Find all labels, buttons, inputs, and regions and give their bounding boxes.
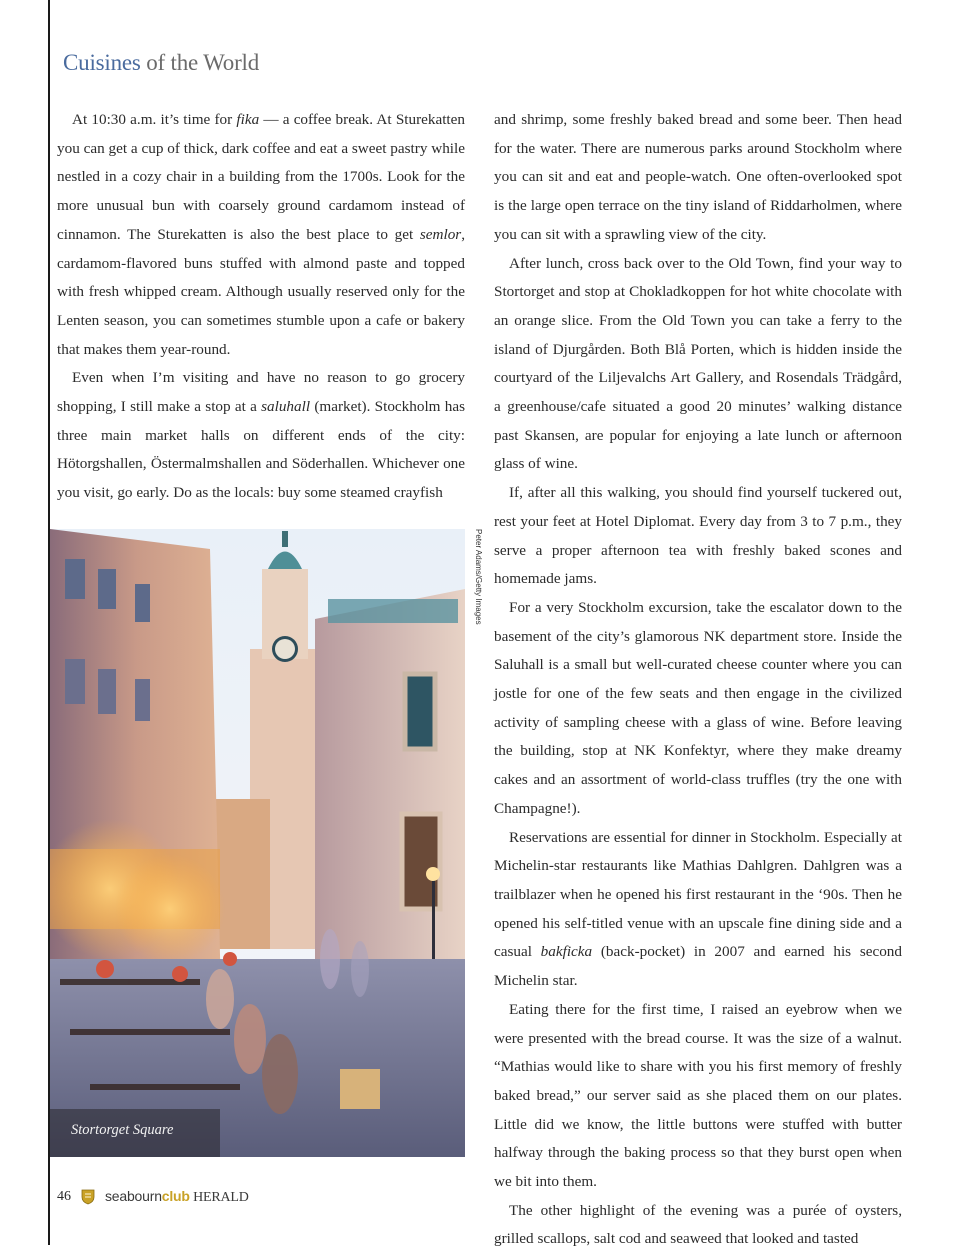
photo-of-square [50, 529, 465, 1157]
photo-credit: Peter Adams/Getty Images [474, 529, 483, 625]
page-number: 46 [57, 1189, 71, 1204]
paragraph-shrimp: and shrimp, some freshly baked bread and some beer. Then head for the water. There are numerous parks around Stockholm where you can sit and eat and people-watch. One often-overlooked spot is the large open terrace on the tiny island of Riddarholmen, where you can sit with a sprawling view of the city. [494, 111, 902, 243]
paragraph-reservations: Reservations are essential for dinner in Stockholm. Especially at Michelin-star restaurants like Mathias Dahlgren. Dahlgren was a trailblazer when he opened his first restaurant in the ‘90s. Then he opened his self-titled venue with an upscale fine dining side and a casual bakficka (back-pocket) in 2007 and earned his second Michelin star. [494, 828, 902, 990]
right-column [494, 106, 902, 1254]
page-footer [57, 1186, 249, 1208]
publication-name: seabournclub HERALD [105, 1188, 249, 1205]
photo-stortorget-square [50, 529, 465, 1157]
paragraph-hotel-diplomat: If, after all this walking, you should find yourself tuckered out, rest your feet at Hotel Diplomat. Every day from 3 to 7 p.m., they serve a proper afternoon tea with freshly baked scones and homemade jams. [494, 484, 902, 588]
seabourn-shield-icon [81, 1189, 95, 1205]
paragraph-nk: For a very Stockholm excursion, take the escalator down to the basement of the city’s glamorous NK department store. Inside the Saluhall is a small but well-curated cheese counter where you can jostle for one of the few seats and then engage in the civilized activity of sampling cheese with a glass of wine. Before leaving the building, stop at NK Konfektyr, where they make dreamy cakes and an assortment of world-class truffles (try the one with Champagne!). [494, 598, 902, 817]
paragraph-saluhall: Even when I’m visiting and have no reason to go grocery shopping, I still make a stop at a saluhall (market). Stockholm has three main market halls on different ends of the city: Hötorgshallen, Östermalmshallen and Söderhallen. Whichever one you visit, go early. Do as the locals: buy some steamed crayfish [57, 369, 465, 502]
photo-caption: Stortorget Square [50, 1109, 220, 1157]
paragraph-highlight: The other highlight of the evening was a purée of oysters, grilled scallops, salt cod and seaweed that looked and tasted [494, 1201, 902, 1248]
paragraph-after-lunch: After lunch, cross back over to the Old Town, find your way to Stortorget and stop at Chokladkoppen for hot white chocolate with an orange slice. From the Old Town you can take a ferry to the island of Djurgården. Both Blå Porten, which is hidden inside the courtyard of the Liljevalchs Art Gallery, and Rosendals Trädgård, a greenhouse/cafe situated a good 20 minutes’ walking distance past Skansen, are popular for enjoying a late lunch or afternoon glass of wine. [494, 254, 902, 473]
left-column [57, 106, 465, 508]
paragraph-fika: At 10:30 a.m. it’s time for fika — a coffee break. At Sturekatten you can get a cup of thick, dark coffee and eat a sweet pastry while nestled in a cozy chair in a building from the 1700s. Look for the more unusual bun with coarsely ground cardamom instead of cinnamon. The Sturekatten is also the best place to get semlor, cardamom-flavored buns stuffed with almond paste and topped with fresh whipped cream. Although usually reserved only for the Lenten season, you can sometimes stumble upon a cafe or bakery that makes them year-round. [57, 111, 465, 358]
paragraph-bread-course: Eating there for the first time, I raised an eyebrow when we were presented with the bread course. It was the size of a walnut. “Mathias would like to share with you his first memory of freshly baked bread,” our server said as she placed them on our plates. Little did we know, the little buttons were stuffed with butter halfway through the baking process so that they burst open when we bit into them. [494, 1000, 902, 1191]
section-title: Cuisines of the World [63, 50, 260, 75]
